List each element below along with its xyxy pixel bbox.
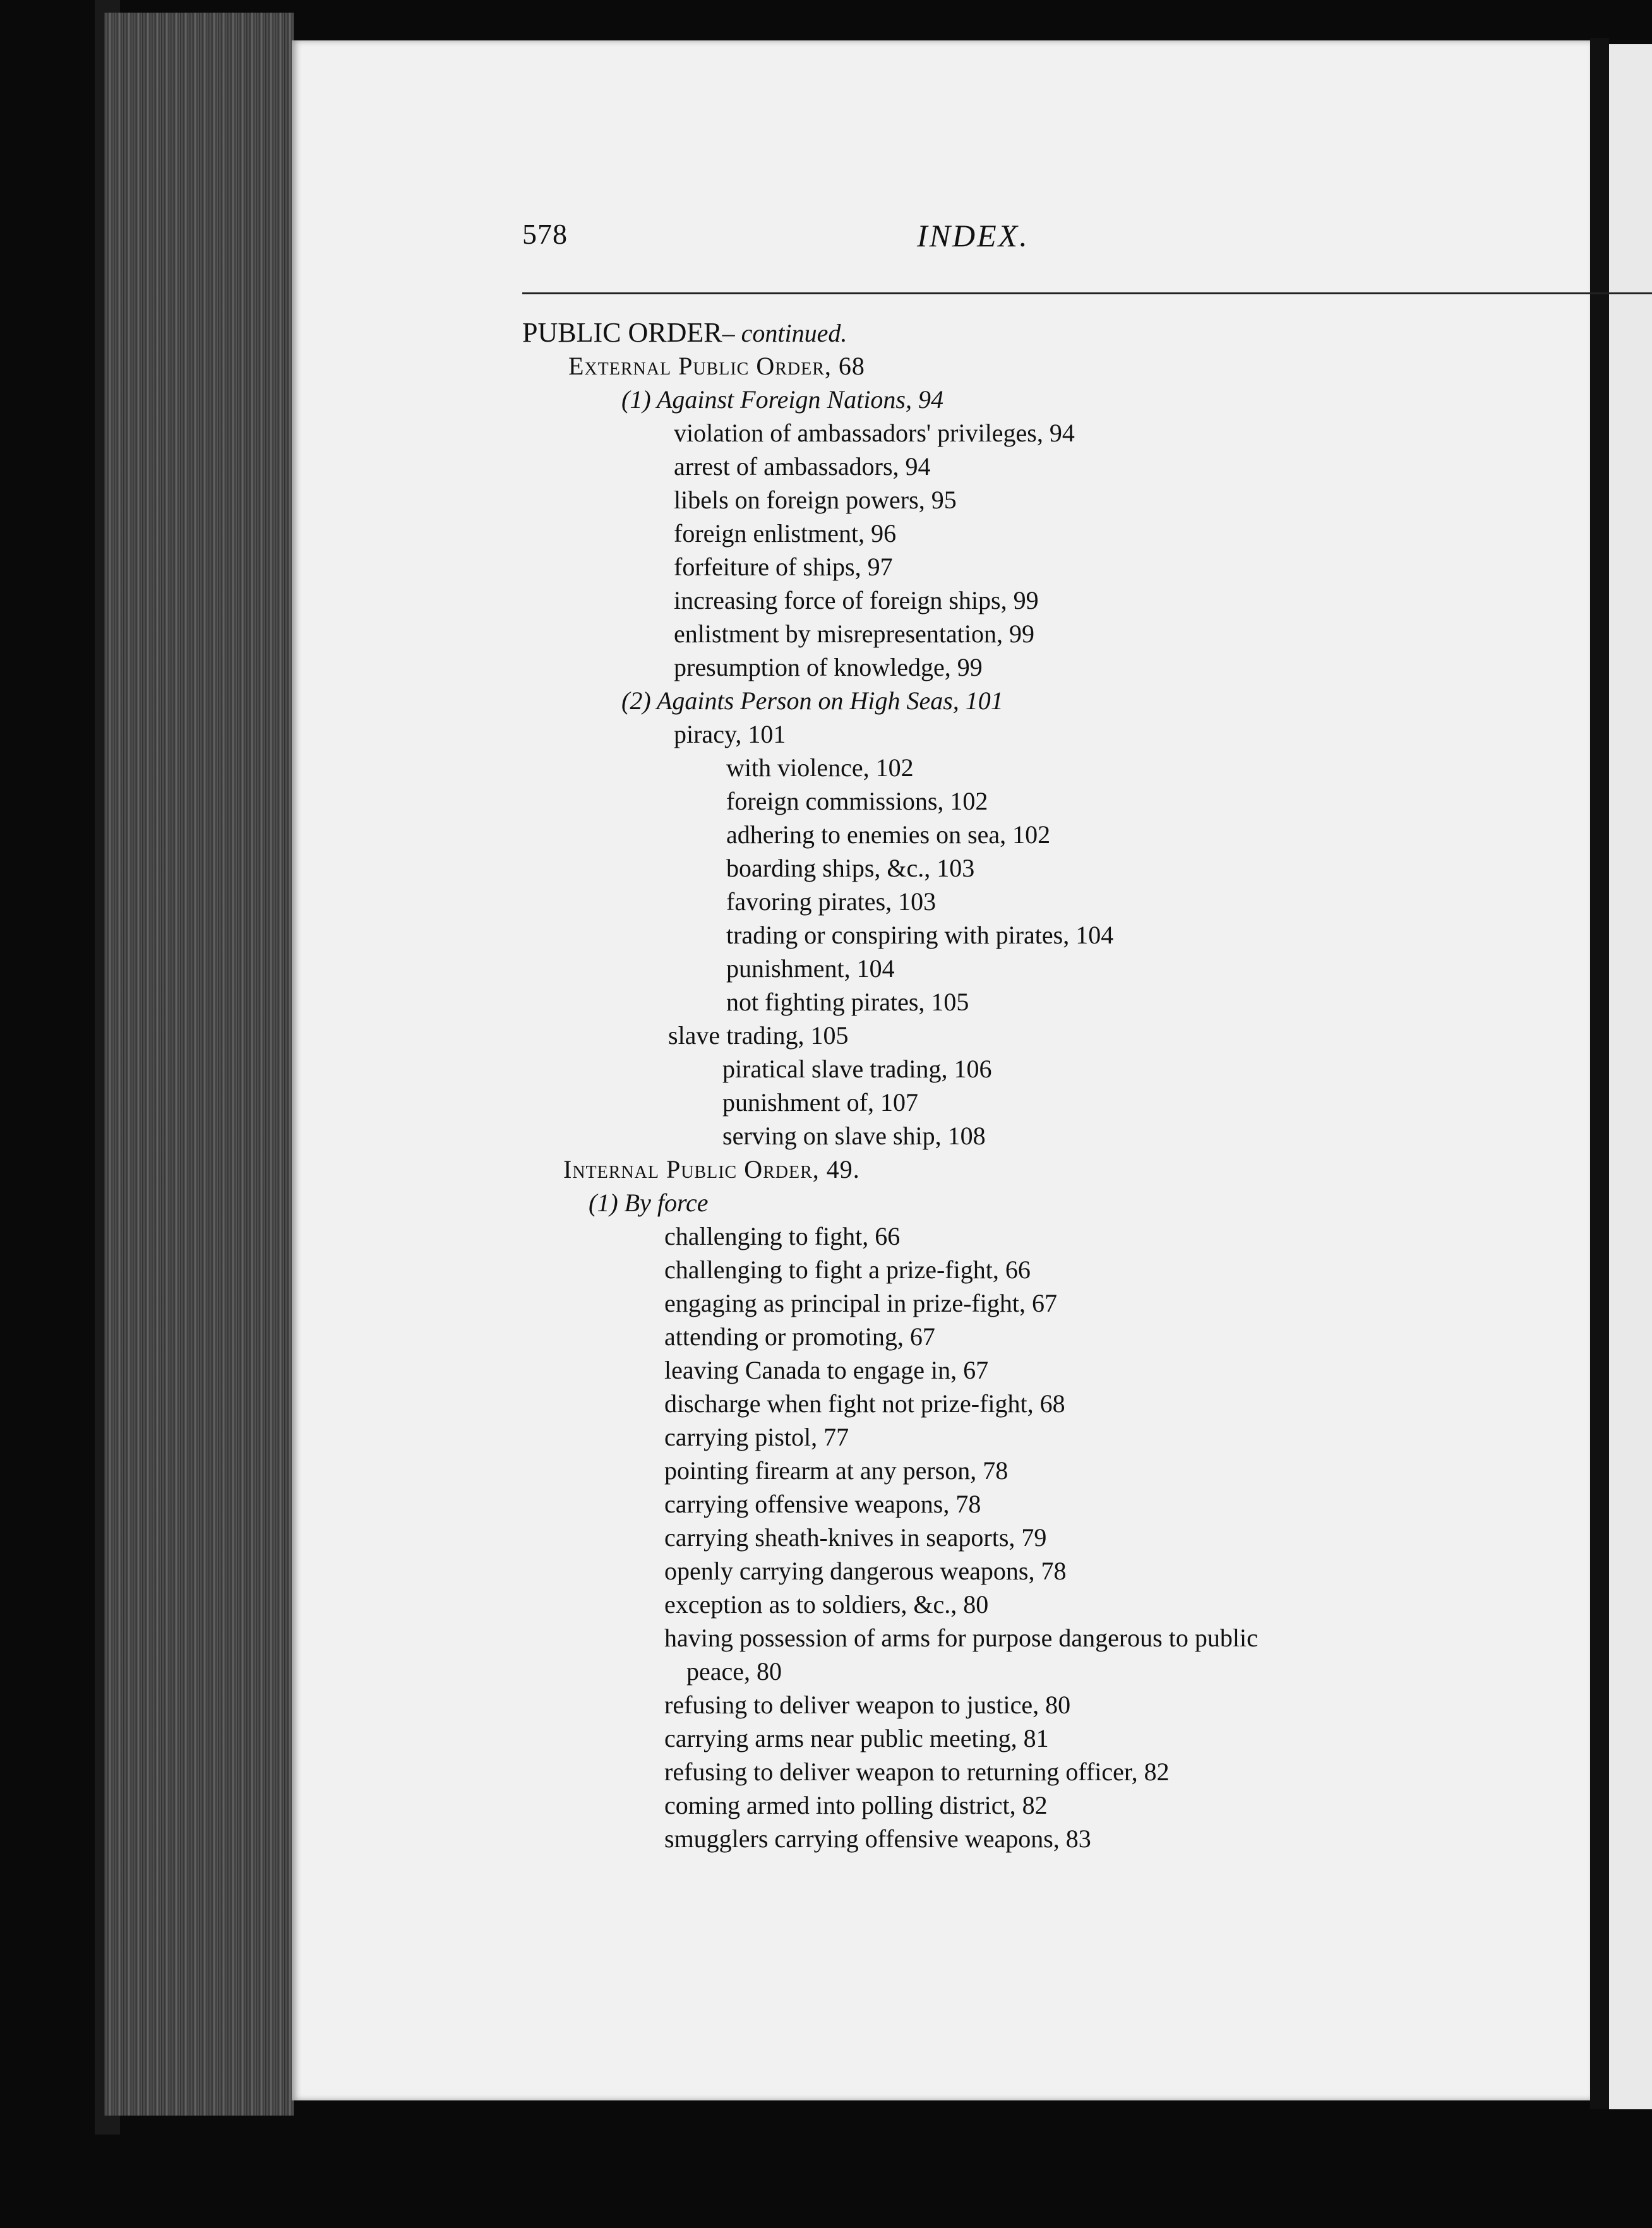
- index-entry: having possession of arms for purpose dangerous to public: [664, 1624, 1258, 1652]
- index-entry: enlistment by misrepresentation, 99: [674, 620, 1034, 648]
- index-entry: (1) By force: [589, 1189, 709, 1217]
- index-entry: challenging to fight a prize-fight, 66: [664, 1255, 1031, 1284]
- index-page: [292, 40, 1590, 2100]
- index-entry: Internal Public Order, 49.: [563, 1155, 860, 1183]
- index-entry: foreign commissions, 102: [726, 787, 988, 815]
- index-entry: libels on foreign powers, 95: [674, 486, 957, 514]
- heading-main: PUBLIC ORDER: [522, 317, 722, 348]
- index-entry: engaging as principal in prize-fight, 67: [664, 1289, 1058, 1317]
- index-entry: carrying pistol, 77: [664, 1423, 849, 1451]
- index-entry: refusing to deliver weapon to returning officer, 82: [664, 1758, 1170, 1786]
- index-entry: smugglers carrying offensive weapons, 83: [664, 1824, 1091, 1853]
- index-entry: refusing to deliver weapon to justice, 80: [664, 1691, 1071, 1719]
- index-entry: exception as to soldiers, &c., 80: [664, 1590, 989, 1619]
- index-heading: [522, 317, 847, 349]
- index-entry: slave trading, 105: [668, 1021, 849, 1050]
- index-entry: favoring pirates, 103: [726, 887, 937, 916]
- index-entry: leaving Canada to engage in, 67: [664, 1356, 989, 1384]
- running-head: INDEX.: [917, 218, 1029, 253]
- index-entry: adhering to enemies on sea, 102: [726, 820, 1051, 849]
- index-entry: (2) Againts Person on High Seas, 101: [621, 686, 1003, 715]
- index-entry: boarding ships, &c., 103: [726, 854, 975, 882]
- index-entry: (1) Against Foreign Nations, 94: [621, 385, 943, 414]
- index-entry: serving on slave ship, 108: [722, 1122, 986, 1150]
- index-entry: increasing force of foreign ships, 99: [674, 586, 1039, 614]
- index-entry: arrest of ambassadors, 94: [674, 452, 931, 481]
- index-entry: challenging to fight, 66: [664, 1222, 901, 1250]
- index-entry: piracy, 101: [674, 720, 786, 748]
- index-entry: attending or promoting, 67: [664, 1322, 935, 1351]
- index-entry: discharge when fight not prize-fight, 68: [664, 1389, 1065, 1418]
- index-entry: pointing firearm at any person, 78: [664, 1456, 1009, 1485]
- index-entry: External Public Order, 68: [568, 352, 865, 380]
- index-entry: openly carrying dangerous weapons, 78: [664, 1557, 1067, 1585]
- index-entry: coming armed into polling district, 82: [664, 1791, 1048, 1819]
- index-entry: with violence, 102: [726, 753, 914, 782]
- index-entry: presumption of knowledge, 99: [674, 653, 983, 681]
- page-gutter: [1590, 38, 1609, 2109]
- page-edges: [104, 13, 294, 2116]
- index-entry: punishment of, 107: [722, 1088, 918, 1117]
- index-entry: foreign enlistment, 96: [674, 519, 897, 548]
- index-entry: trading or conspiring with pirates, 104: [726, 921, 1114, 949]
- page-header: [292, 217, 1590, 261]
- index-entry: not fighting pirates, 105: [726, 988, 969, 1016]
- page-number: 578: [522, 218, 568, 250]
- index-entry: carrying offensive weapons, 78: [664, 1490, 981, 1518]
- header-rule: [522, 292, 1652, 294]
- heading-continued: – continued.: [722, 319, 847, 347]
- index-entry: carrying arms near public meeting, 81: [664, 1724, 1049, 1752]
- index-entry: punishment, 104: [726, 954, 895, 983]
- adjacent-page: [1609, 44, 1652, 2109]
- index-entry: peace, 80: [686, 1657, 782, 1686]
- index-entry: violation of ambassadors' privileges, 94: [674, 419, 1075, 447]
- index-entry: piratical slave trading, 106: [722, 1055, 992, 1083]
- index-entry: forfeiture of ships, 97: [674, 553, 893, 581]
- index-entry: carrying sheath-knives in seaports, 79: [664, 1523, 1047, 1552]
